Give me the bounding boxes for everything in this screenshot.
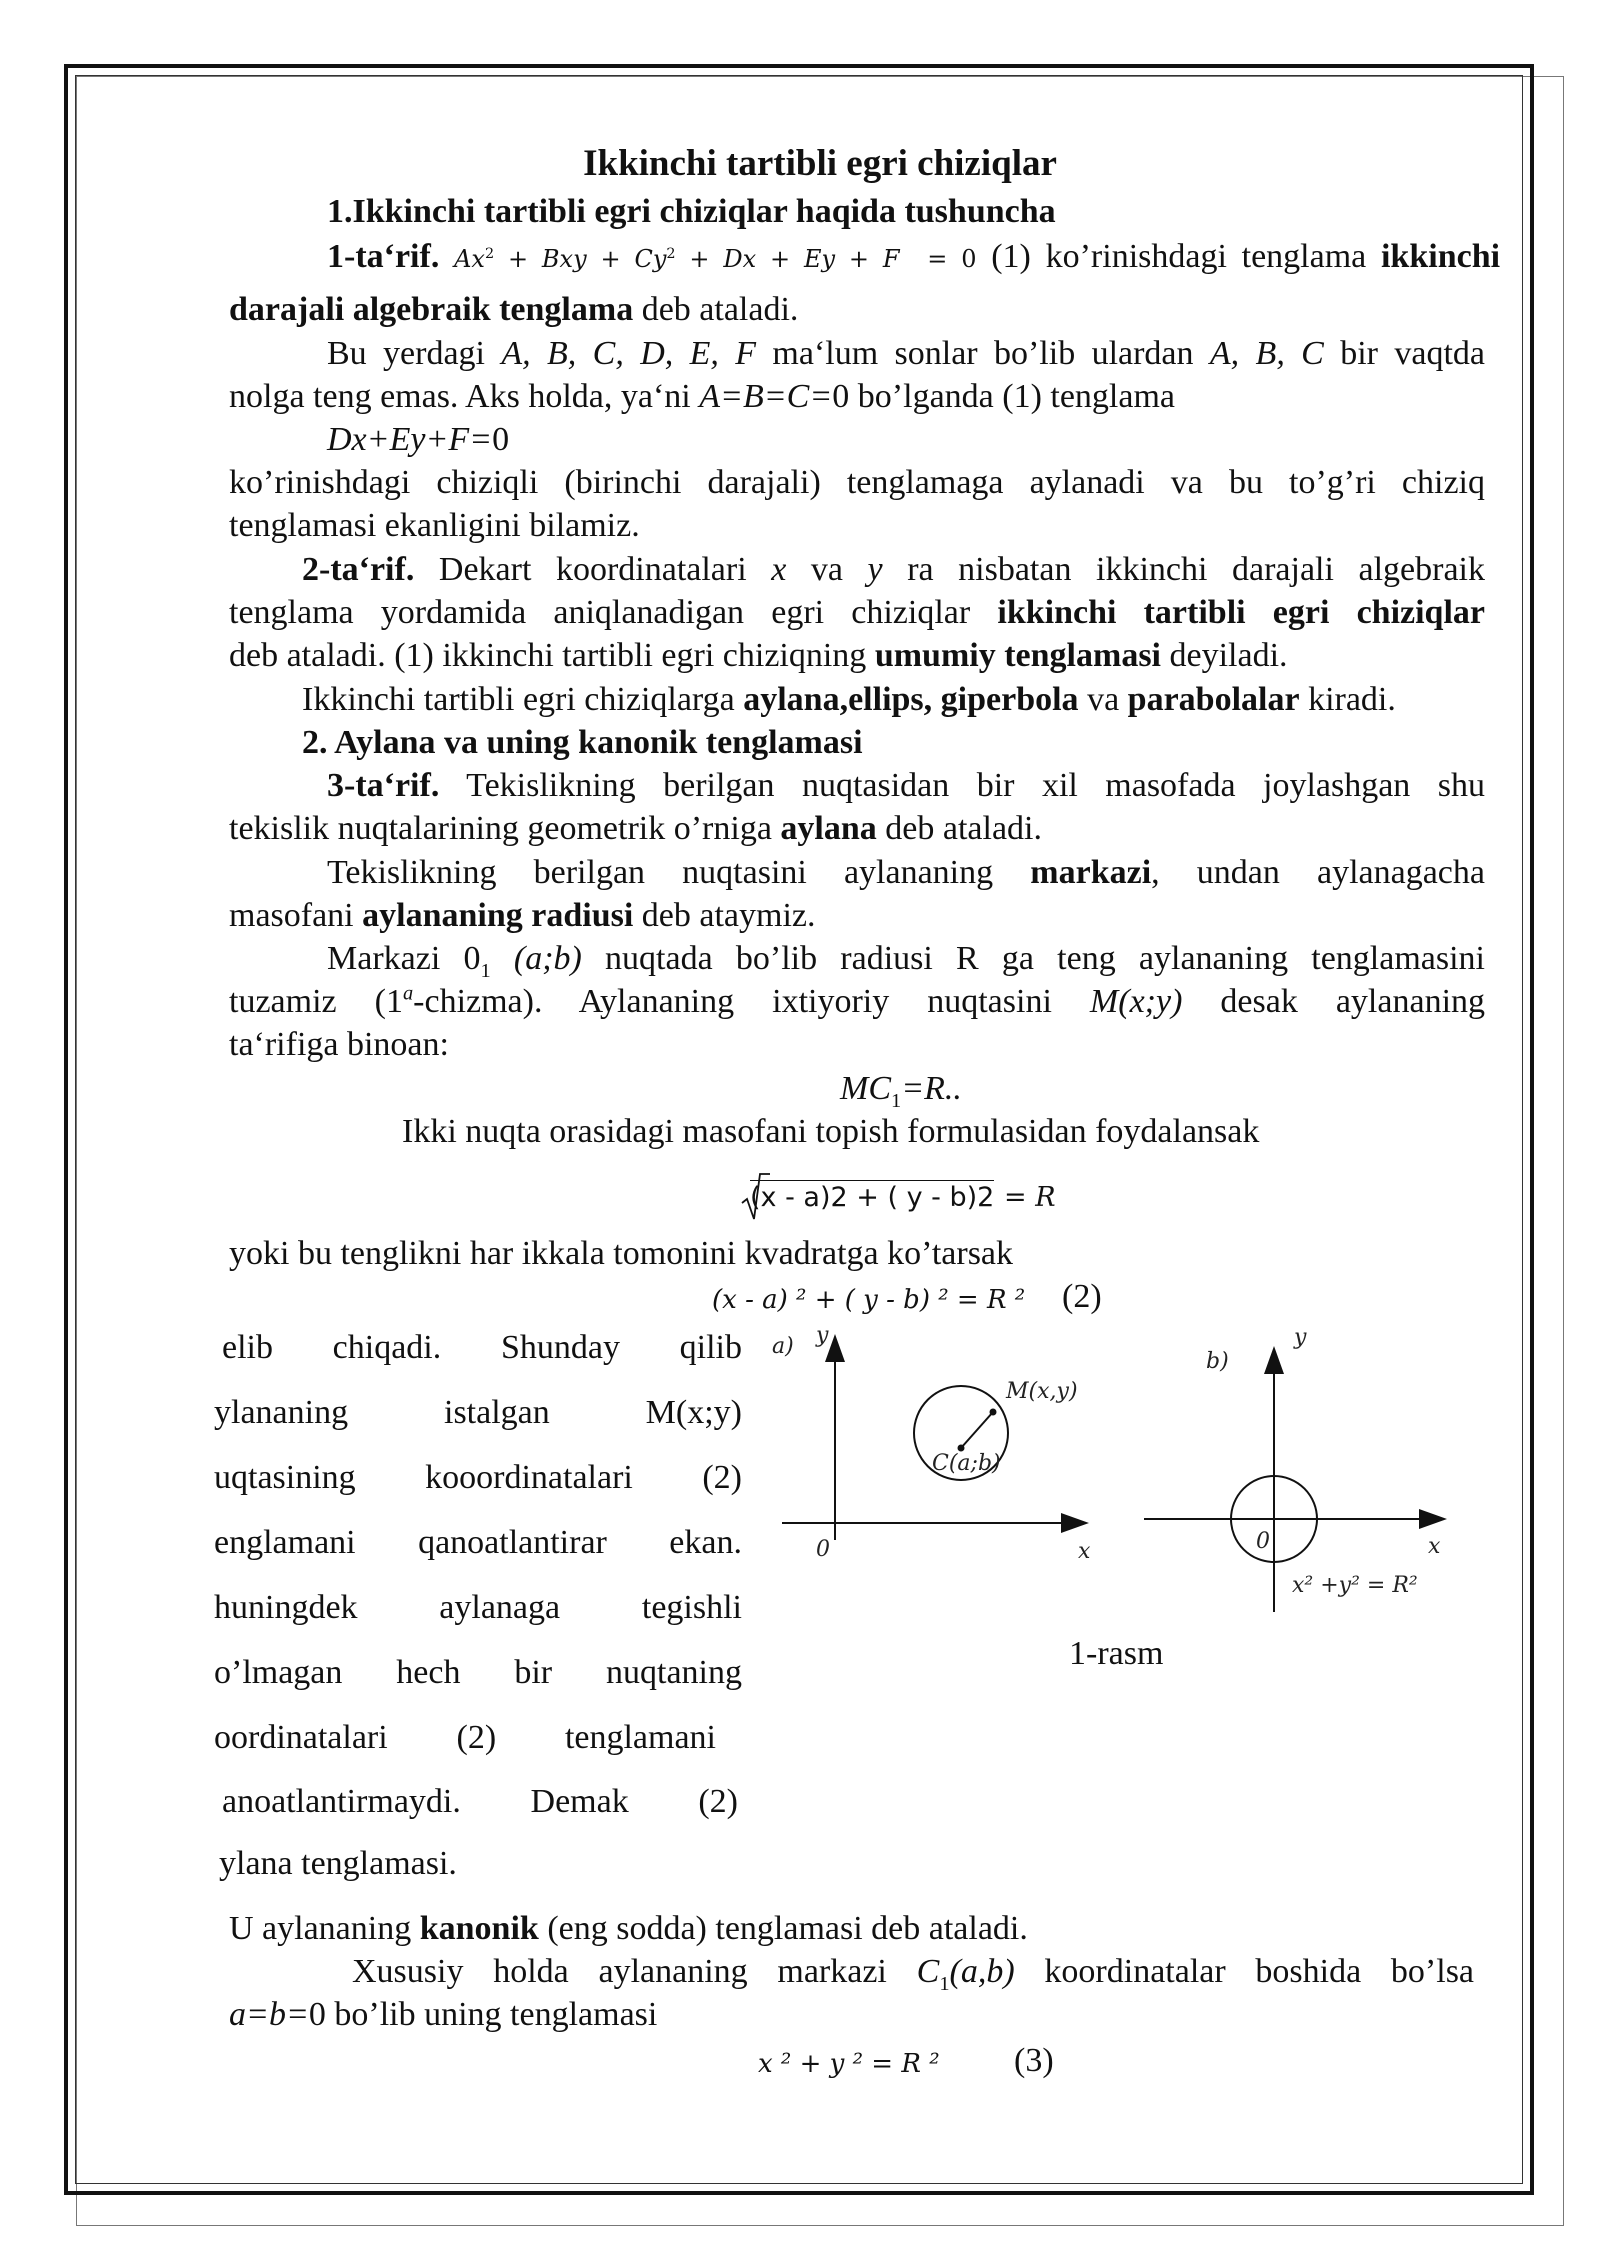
linear-equation-rhs: 0	[492, 421, 510, 458]
p4-text-a: Markazi 0	[327, 940, 481, 977]
p8-line2-equation: a=b=	[229, 1996, 309, 2033]
p2-curves: aylana,ellips, giperbola	[743, 681, 1079, 718]
p4-text-c: nuqtada bo’lib radiusi R ga teng aylananing tenglamasini	[605, 940, 1485, 977]
p4-line2-sup: a	[402, 982, 414, 1005]
point-m-a	[990, 1409, 997, 1416]
linear-equation-lhs: Dx+Ey+F=	[327, 421, 493, 458]
p1-variables: A, B, C, D, E, F	[501, 335, 757, 372]
left-column-line-3: uqtasining kooordinatalari (2)	[214, 1459, 742, 1496]
p7-text-c: (eng sodda) tenglamasi deb ataladi.	[547, 1910, 1028, 1947]
p3-line2-text: masofani	[229, 897, 354, 934]
p2-parabolas: parabolalar	[1127, 681, 1300, 718]
left-column-line-2: ylananing istalgan M(x;y)	[214, 1394, 742, 1431]
left-column-line-1: elib chiqadi. Shunday qilib	[222, 1329, 742, 1366]
origin-label-a: 0	[816, 1537, 830, 1562]
def3-line2-tail: deb ataladi.	[885, 810, 1042, 847]
p4-center	[327, 940, 491, 982]
paragraph-8-line-1	[352, 1951, 1474, 1993]
definition-3-line-2	[229, 808, 1042, 850]
equation-2-number: (2)	[1062, 1278, 1102, 1315]
definition-3-line-1	[327, 765, 1485, 807]
p8-center-coords: (a,b)	[949, 1953, 1015, 1990]
p4-line2-tail: desak aylananing	[1220, 983, 1486, 1020]
radius-line-a	[961, 1412, 993, 1448]
def2-line3-tail: deyiladi.	[1169, 637, 1288, 674]
p3-radius-term: aylananing radiusi	[362, 897, 634, 934]
p8-center-subscript: 1	[939, 1972, 950, 1995]
p4-line2-figure-ref	[229, 983, 1052, 1020]
figure-label-b: b)	[1206, 1349, 1229, 1374]
p1-line2-equation: A=B=C=	[699, 378, 833, 415]
paragraph-1-line-2	[229, 376, 1175, 418]
p4-line2-text-b: -chizma). Aylananing ixtiyoriy nuqtasini	[413, 983, 1052, 1020]
definition-3-label: 3-ta‘rif.	[327, 767, 440, 804]
paragraph-1-line-1	[327, 333, 1485, 375]
p7-canonical-term: kanonik	[419, 1910, 539, 1947]
left-column-line-7: oordinatalari (2) tenglamani	[214, 1719, 716, 1756]
p3-line2-tail: deb ataymiz.	[641, 897, 816, 934]
p1-text-b: ma‘lum sonlar bo’lib ulardan	[772, 335, 1194, 372]
equation-2: (x - a) ² + ( y - b) ² = R ²	[712, 1285, 1026, 1315]
left-column-line-5: huningdek aylanaga tegishli	[214, 1589, 742, 1626]
eq-mc-rhs: =R..	[901, 1070, 962, 1107]
eq-mc-lhs: MC	[840, 1070, 891, 1107]
paragraph-8-line-2	[229, 1994, 657, 2036]
def3-line2-term: aylana	[780, 810, 877, 847]
paragraph-5: Ikki nuqta orasidagi masofani topish formulasidan foydalansak	[402, 1113, 1260, 1150]
axis-x-label-b: x	[1428, 1534, 1441, 1559]
definition-2-line-1	[302, 549, 1485, 591]
p3-center-term: markazi	[1030, 854, 1152, 891]
equation-3: x ² + y ² = R ²	[758, 2049, 940, 2079]
axis-y-label-b: y	[1294, 1325, 1307, 1350]
linear-equation	[327, 419, 509, 461]
paragraph-3-line-2	[229, 895, 816, 937]
paragraph-2	[302, 679, 1396, 721]
left-column-line-9: ylana tenglamasi.	[219, 1845, 457, 1882]
p2-text-a: Ikkinchi tartibli egri chiziqlarga	[302, 681, 735, 718]
paragraph-1-line-3: ko’rinishdagi chiziqli (birinchi darajali) tenglamaga aylanadi va bu to’g’ri chiziq	[229, 464, 1485, 501]
paragraph-1-line-4: tenglamasi ekanligini bilamiz.	[229, 507, 640, 544]
definition-1-line-1	[327, 236, 1500, 280]
p1-line2-text: nolga teng emas. Aks holda, ya‘ni	[229, 378, 691, 415]
paragraph-6: yoki bu tenglikni har ikkala tomonini kvadratga ko’tarsak	[229, 1235, 1014, 1272]
paragraph-7	[229, 1908, 1028, 1950]
def2-line2-text: tenglama yordamida aniqlanadigan egri chiziqlar	[229, 594, 971, 631]
paragraph-4-line-2	[229, 981, 1485, 1023]
def2-line2-term: ikkinchi tartibli egri chiziqlar	[997, 594, 1485, 631]
def3-line2-text: tekislik nuqtalarining geometrik o’rniga	[229, 810, 772, 847]
paragraph-3-line-1	[327, 852, 1485, 894]
p4-line2-text-a: tuzamiz (1	[229, 983, 403, 1020]
def2-line3-term: umumiy tenglamasi	[874, 637, 1161, 674]
definition-1-text: (1) ko’rinishdagi tenglama	[991, 238, 1367, 275]
definition-2-line-2	[229, 592, 1485, 634]
definition-2-line-3	[229, 635, 1288, 677]
p3-text-c: , undan aylanagacha	[1151, 854, 1485, 891]
axis-y-label-a: y	[816, 1323, 829, 1348]
general-equation-formula: $Ax^2$ + Bxy + $Cy^2 + Dx + Ey + F = 0$	[454, 245, 977, 273]
paragraph-4-line-1	[327, 938, 1485, 980]
definition-1-term-a: ikkinchi	[1380, 238, 1501, 275]
p1-variables-2: A, B, C	[1209, 335, 1324, 372]
figure-caption: 1-rasm	[1069, 1635, 1164, 1672]
page-title: Ikkinchi tartibli egri chiziqlar	[583, 143, 1057, 184]
def2-text-a: Dekart koordinatalari	[438, 551, 747, 588]
def2-line3-text: deb ataladi. (1) ikkinchi tartibli egri chiziqning	[229, 637, 867, 674]
left-column-line-8: anoatlantirmaydi. Demak (2)	[222, 1783, 738, 1820]
p8-center-letter: C	[916, 1953, 940, 1990]
paragraph-4-line-3: ta‘rifiga binoan:	[229, 1026, 449, 1063]
p2-va: va	[1087, 681, 1120, 718]
p1-text-a: Bu yerdagi	[327, 335, 485, 372]
equation-mc	[840, 1068, 962, 1110]
p7-text-a: U aylananing	[229, 1910, 412, 1947]
section-2-heading: 2. Aylana va uning kanonik tenglamasi	[302, 724, 863, 761]
def2-x: x	[771, 551, 787, 588]
p4-line2-point: M(x;y)	[1089, 983, 1183, 1020]
point-m-label: M(x,y)	[1006, 1379, 1078, 1404]
eq-mc-subscript: 1	[891, 1089, 902, 1112]
circle-b-equation: x² +y² = R²	[1292, 1573, 1418, 1598]
left-column-line-4: englamani qanoatlantirar ekan.	[214, 1524, 742, 1561]
def2-va: va	[810, 551, 843, 588]
figure-1-circles	[760, 1320, 1460, 1630]
def2-text-b: ra nisbatan ikkinchi darajali algebraik	[907, 551, 1485, 588]
definition-1-tail: deb ataladi.	[641, 291, 799, 328]
p8-text-b: koordinatalar boshida bo’lsa	[1044, 1953, 1475, 1990]
definition-1-term-b: darajali algebraik tenglama	[229, 291, 634, 328]
definition-2-label: 2-ta‘rif.	[302, 551, 415, 588]
left-column-line-6: o’lmagan hech bir nuqtaning	[214, 1654, 742, 1691]
p3-text-a: Tekislikning berilgan nuqtasini aylananing	[327, 854, 994, 891]
p4-subscript: 1	[480, 959, 491, 982]
def2-y: y	[867, 551, 883, 588]
p1-text-c: bir vaqtda	[1340, 335, 1485, 372]
sqrt-rhs: = R	[1004, 1182, 1056, 1213]
p4-coords: (a;b)	[513, 940, 582, 977]
center-c-label: C(a;b)	[932, 1451, 1001, 1476]
p1-line2-tail: 0 bo’lganda (1) tenglama	[832, 378, 1176, 415]
p8-center	[916, 1953, 1015, 1995]
figure-label-a: a)	[772, 1334, 794, 1359]
sqrt-radicand: (x - a)2 + ( y - b)2	[750, 1182, 995, 1213]
definition-1-line-2	[229, 289, 798, 331]
section-1-heading: 1.Ikkinchi tartibli egri chiziqlar haqida tushuncha	[327, 193, 1056, 230]
origin-label-b: 0	[1256, 1529, 1270, 1554]
p8-line2-text: 0 bo’lib uning tenglamasi	[308, 1996, 658, 2033]
axis-x-label-a: x	[1078, 1539, 1091, 1564]
equation-3-number: (3)	[1014, 2042, 1054, 2079]
p8-text-a: Xususiy holda aylananing markazi	[352, 1953, 887, 1990]
p2-tail: kiradi.	[1308, 681, 1396, 718]
definition-1-label: 1-ta‘rif.	[327, 238, 440, 275]
def3-text: Tekislikning berilgan nuqtasidan bir xil masofada joylashgan shu	[466, 767, 1485, 804]
